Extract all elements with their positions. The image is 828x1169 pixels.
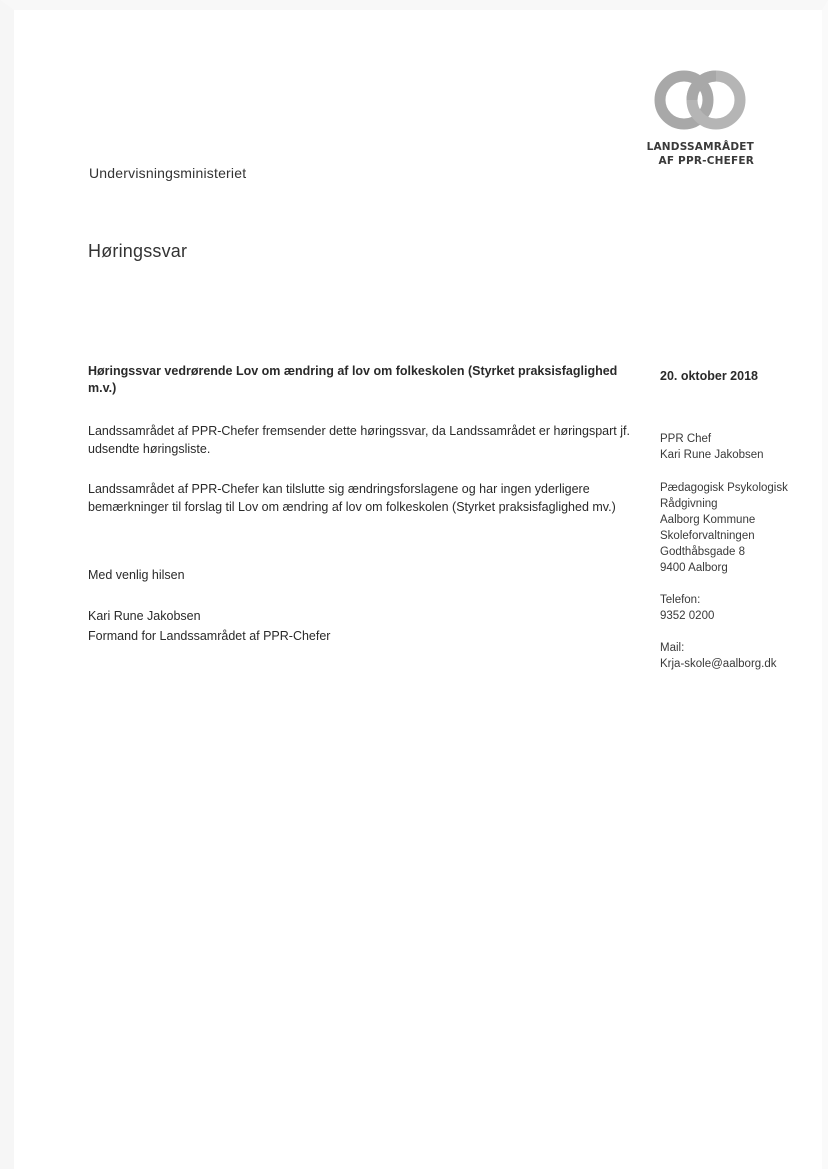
phone-label: Telefon: bbox=[660, 594, 701, 606]
document-date: 20. oktober 2018 bbox=[660, 369, 758, 383]
document-title: Høringssvar bbox=[88, 241, 188, 261]
address-line: Rådgivning bbox=[660, 498, 718, 510]
interlocking-rings-icon bbox=[650, 68, 750, 132]
mail-address: Krja-skole@aalborg.dk bbox=[660, 658, 777, 670]
body-paragraph-2: Landssamrådet af PPR-Chefer kan tilslutte sig ændringsforslagene og har ingen yderligere bemærkninger til forslag til Lov om ændring af lov om folkeskolen (Styrket praksisfaglighed mv.) bbox=[88, 482, 616, 514]
sidebar-phone bbox=[660, 592, 810, 624]
address-line: Skoleforvaltningen bbox=[660, 530, 755, 542]
sidebar-address bbox=[660, 480, 810, 576]
subject-line: Høringssvar vedrørende Lov om ændring af lov om folkeskolen (Styrket praksisfaglighed m.v.) bbox=[88, 364, 618, 395]
address-line: 9400 Aalborg bbox=[660, 562, 728, 574]
address-line: Pædagogisk Psykologisk bbox=[660, 482, 788, 494]
sidebar-mail bbox=[660, 640, 810, 672]
address-line: Aalborg Kommune bbox=[660, 514, 756, 526]
closing-salutation: Med venlig hilsen bbox=[88, 568, 185, 582]
recipient: Undervisningsministeriet bbox=[89, 165, 247, 181]
sidebar-contact bbox=[660, 431, 810, 463]
phone-number: 9352 0200 bbox=[660, 610, 715, 622]
logo-text bbox=[646, 140, 754, 168]
signature-name: Kari Rune Jakobsen bbox=[88, 609, 201, 623]
contact-name: Kari Rune Jakobsen bbox=[660, 449, 764, 461]
logo-line-2: AF PPR-CHEFER bbox=[658, 155, 754, 167]
body-paragraph-1: Landssamrådet af PPR-Chefer fremsender dette høringssvar, da Landssamrådet er høringspart jf. udsendte høringsliste. bbox=[88, 424, 630, 456]
signature-title: Formand for Landssamrådet af PPR-Chefer bbox=[88, 629, 331, 643]
organization-logo bbox=[646, 68, 758, 178]
logo-line-1: LANDSSAMRÅDET bbox=[646, 141, 754, 153]
address-line: Godthåbsgade 8 bbox=[660, 546, 746, 558]
mail-label: Mail: bbox=[660, 642, 685, 654]
contact-role: PPR Chef bbox=[660, 433, 712, 445]
